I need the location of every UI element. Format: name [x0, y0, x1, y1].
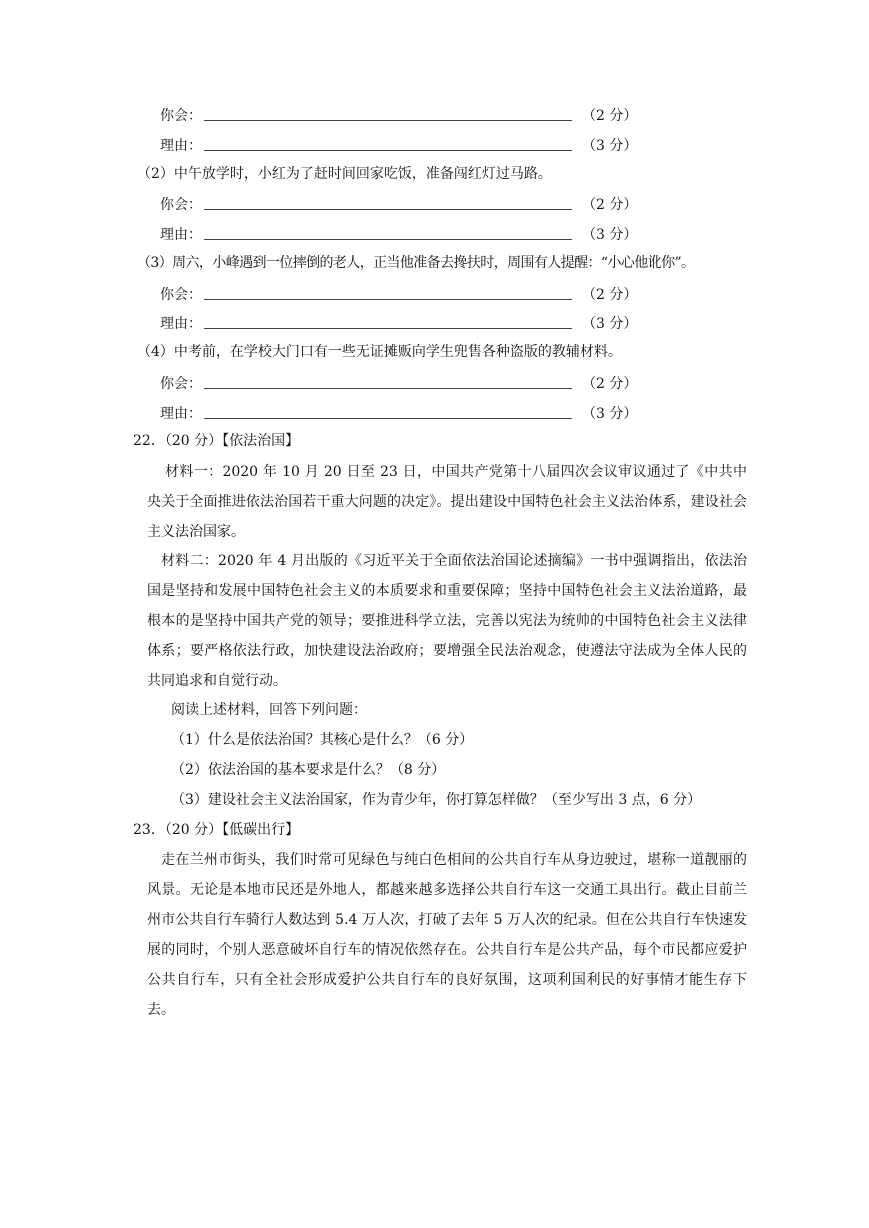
question-heading-22: 22．（20 分）【依法治国】: [133, 433, 300, 449]
answer-row-reason-2[interactable]: [160, 222, 640, 244]
answer-label: 理由：: [160, 406, 202, 422]
points-label: （3 分）: [582, 406, 638, 422]
answer-line[interactable]: [204, 193, 572, 210]
points-label: （2 分）: [582, 108, 638, 124]
answer-line[interactable]: [204, 402, 572, 419]
answer-line[interactable]: [204, 372, 572, 389]
points-label: （2 分）: [582, 287, 638, 303]
answer-line[interactable]: [204, 104, 572, 121]
answer-row-you-3[interactable]: [160, 282, 640, 304]
material-2: 材料二：2020 年 4 月出版的《习近平关于全面依法治国论述摘编》一书中强调指出，依法治国是坚持和发展中国特色社会主义的本质要求和重要保障；坚持中国特色社会主义法治道路，最根本的是坚持中国共产党的领导；要推进科学立法，完善以宪法为统帅的中国特色社会主义法律体系；要严格依法行政，加快建设法治政府；要增强全民法治观念，使遵法守法成为全体人民的共同追求和自觉行动。: [147, 553, 747, 689]
answer-row-you-2[interactable]: [160, 192, 640, 214]
answer-label: 你会：: [160, 376, 202, 392]
answer-line[interactable]: [204, 223, 572, 240]
answer-label: 你会：: [160, 287, 202, 303]
answer-row-reason-3[interactable]: [160, 311, 640, 333]
answer-line[interactable]: [204, 312, 572, 329]
answer-row-reason-4[interactable]: [160, 401, 640, 423]
answer-line[interactable]: [204, 283, 572, 300]
q23-passage: 走在兰州市街头，我们时常可见绿色与纯白色相间的公共自行车从身边驶过，堪称一道靓丽的风景。无论是本地市民还是外地人，都越来越多选择公共自行车这一交通工具出行。截止目前兰州市公共自行车骑行人数达到 5.4 万人次，打破了去年 5 万人次的纪录。但在公共自行车快速发展的同时，个别人恶意破坏自行车的情况依然存在。公共自行车是公共产品，每个市民都应爱护公共自行车，只有全社会形成爱护公共自行车的良好氛围，这项利国利民的好事情才能生存下去。: [147, 852, 747, 1018]
points-label: （3 分）: [582, 138, 638, 154]
points-label: （2 分）: [582, 197, 638, 213]
answer-label: 你会：: [160, 197, 202, 213]
answer-row-you-1[interactable]: [160, 103, 640, 125]
sub-question-2: （2）依法治国的基本要求是什么？（8 分）: [171, 762, 446, 778]
answer-row-reason-1[interactable]: [160, 133, 640, 155]
question-prompt: 阅读上述材料，回答下列问题：: [171, 702, 367, 718]
points-label: （3 分）: [582, 316, 638, 332]
answer-label: 理由：: [160, 316, 202, 332]
question-heading-23: 23．（20 分）【低碳出行】: [133, 822, 300, 838]
answer-label: 理由：: [160, 227, 202, 243]
points-label: （3 分）: [582, 227, 638, 243]
sub-question-3: （3）建设社会主义法治国家，作为青少年，你打算怎样做？（至少写出 3 点，6 分）: [171, 792, 702, 808]
answer-label: 你会：: [160, 108, 202, 124]
question-stem-2: （2）中午放学时，小红为了赶时间回家吃饭，准备闯红灯过马路。: [137, 166, 552, 182]
material-1: 材料一：2020 年 10 月 20 日至 23 日，中国共产党第十八届四次会议审议通过了《中共中央关于全面推进依法治国若干重大问题的决定》。提出建设中国特色社会主义法治体系，建设社会主义法治国家。: [147, 464, 747, 540]
question-stem-3: （3）周六，小峰遇到一位摔倒的老人，正当他准备去搀扶时，周围有人提醒：“小心他讹你”。: [137, 255, 695, 271]
points-label: （2 分）: [582, 376, 638, 392]
answer-line[interactable]: [204, 134, 572, 151]
answer-label: 理由：: [160, 138, 202, 154]
question-stem-4: （4）中考前，在学校大门口有一些无证摊贩向学生兜售各种盗版的教辅材料。: [137, 344, 622, 360]
answer-row-you-4[interactable]: [160, 371, 640, 393]
sub-question-1: （1）什么是依法治国？其核心是什么？（6 分）: [171, 732, 474, 748]
